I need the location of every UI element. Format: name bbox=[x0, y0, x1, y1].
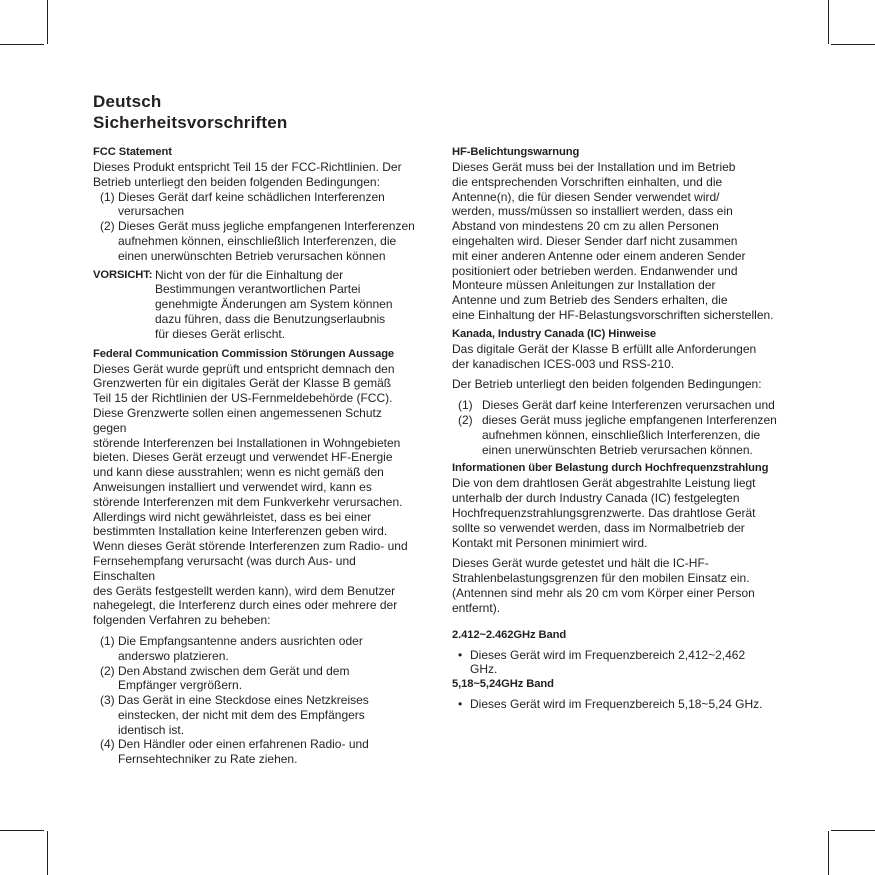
list-number: (2) bbox=[100, 219, 115, 234]
list-number: (2) bbox=[458, 412, 473, 427]
list-number: (1) bbox=[100, 189, 115, 204]
list-number: (3) bbox=[100, 693, 115, 708]
ic-operation-text: Der Betrieb unterliegt den beiden folgenden Bedingungen: bbox=[452, 377, 762, 392]
crop-mark-left-bottom bbox=[0, 830, 44, 831]
remedy-item bbox=[100, 664, 418, 694]
interference-statement-text: Dieses Gerät wurde geprüft und entspricht demnach den Grenzwerten für ein digitales Gerät der Klasse B gemäß Teil 15 der Richtlinien der US-Fernmeldebehörde (FCC). Diese Grenzwerte sollen einen angemessenen Schutz gegen störende Interferenzen bei Installationen in Wohngebieten bieten. Dieses Gerät erzeugt und verwendet HF-Energie und kann diese ausstrahlen; wenn es nicht gemäß den Anweisungen installiert und verwendet wird, kann es störende Interferenzen mit dem Funkverkehr verursachen. Allerdings wird nicht gewährleistet, dass es bei einer bestimmten Installation keine Interferenzen geben wird. Wenn dieses Gerät störende Interferenzen zum Radio- und Fernsehempfang verursacht (was durch Aus- und Einschalten des Geräts festgestellt werden kann), wird dem Benutzer nahegelegt, die Interferenz durch eines oder mehrere der folgenden Verfahren zu beheben: bbox=[93, 361, 408, 628]
remedy-item bbox=[100, 693, 418, 737]
left-column bbox=[93, 145, 418, 767]
rf-exposure-text: Die von dem drahtlosen Gerät abgestrahlte Leistung liegt unterhalb der durch Industry Canada (IC) festgelegten Hochfrequenzstrahlungsgrenzwerte. Das drahtlose Gerät sollte so verwendet werden, dass im Normalbetrieb der Kontakt mit Personen minimiert wird. bbox=[452, 476, 756, 550]
bullet-icon: • bbox=[458, 647, 463, 662]
list-item bbox=[458, 648, 782, 678]
list-item bbox=[458, 697, 782, 712]
remedies-list bbox=[100, 634, 418, 767]
interference-statement-heading: Federal Communication Commission Störungen Aussage bbox=[93, 347, 395, 360]
fcc-condition-item bbox=[100, 190, 418, 220]
list-text: Die Empfangsantenne anders ausrichten oder anderswo platzieren. bbox=[118, 633, 363, 663]
page-title-language: Deutsch bbox=[93, 92, 162, 111]
fcc-statement-heading: FCC Statement bbox=[93, 146, 172, 158]
fcc-conditions-list bbox=[100, 190, 418, 264]
list-text: Das Gerät in eine Steckdose eines Netzkreises einstecken, der nicht mit dem des Empfängers identisch ist. bbox=[118, 693, 369, 737]
list-text: Dieses Gerät darf keine schädlichen Interferenzen verursachen bbox=[118, 189, 385, 219]
rf-exposure-heading: Informationen über Belastung durch Hochfrequenzstrahlung bbox=[452, 462, 769, 475]
list-number: (1) bbox=[458, 398, 473, 413]
list-number: (4) bbox=[100, 737, 115, 752]
rf-exposure-text-mobile: Dieses Gerät wurde getestet und hält die IC-HF- Strahlenbelastungsgrenzen für den mobilen Einsatz ein. (Antennen sind mehr als 20 cm vom Körper einer Person entfernt). bbox=[452, 556, 755, 615]
crop-mark-right-top bbox=[831, 44, 875, 45]
ic-notice-heading: Kanada, Industry Canada (IC) Hinweise bbox=[452, 327, 656, 340]
list-text: dieses Gerät muss jegliche empfangenen Interferenzen aufnehmen können, einschließlich Interferenzen, die einen unerwünschten Betrieb verursachen können. bbox=[482, 412, 777, 457]
caution-label: VORSICHT: bbox=[93, 268, 153, 281]
ic-notice-text: Das digitale Gerät der Klasse B erfüllt alle Anforderungen der kanadischen ICES-003 und RSS-210. bbox=[452, 341, 757, 371]
list-text: Den Abstand zwischen dem Gerät und dem Empfänger vergrößern. bbox=[118, 663, 350, 693]
crop-mark-top-right bbox=[828, 0, 829, 44]
crop-mark-top-left bbox=[47, 0, 48, 44]
ic-condition-item bbox=[458, 398, 782, 413]
caution-text: Nicht von der für die Einhaltung der Bestimmungen verantwortlichen Partei genehmigte Änderungen am System können dazu führen, dass die Benutzungserlaubnis für dieses Gerät erlischt. bbox=[155, 267, 393, 341]
list-text: Dieses Gerät wird im Frequenzbereich 5,18~5,24 GHz. bbox=[470, 697, 763, 712]
right-column bbox=[452, 145, 782, 712]
rf-warning-text: Dieses Gerät muss bei der Installation und im Betrieb die entsprechenden Vorschriften einhalten, und die Antenne(n), die für diesen Sender verwendet wird/ werden, muss/müssen so installiert werden, dass ein Abstand von mindestens 20 cm zu allen Personen eingehalten wird. Dieser Sender darf nicht zusammen mit einer anderen Antenne oder einem anderen Sender positioniert oder betrieben werden. Endanwender und Monteure müssen Anleitungen zur Installation der Antenne und zum Betrieb des Senders erhalten, die eine Einhaltung der HF-Belastungsvorschriften sicherstellen. bbox=[452, 160, 774, 322]
fcc-condition-item bbox=[100, 219, 418, 263]
crop-mark-bottom-right bbox=[828, 831, 829, 875]
band-2-4ghz-heading: 2.412~2.462GHz Band bbox=[452, 628, 567, 641]
page-title bbox=[93, 91, 288, 133]
list-text: Dieses Gerät wird im Frequenzbereich 2,412~2,462 GHz. bbox=[470, 647, 746, 677]
list-text: Den Händler oder einen erfahrenen Radio- und Fernsehtechniker zu Rate ziehen. bbox=[118, 737, 369, 767]
crop-mark-left-top bbox=[0, 44, 44, 45]
list-text: Dieses Gerät darf keine Interferenzen verursachen und bbox=[482, 398, 775, 413]
caution-block bbox=[93, 268, 418, 342]
list-number: (1) bbox=[100, 633, 115, 648]
ic-condition-item bbox=[458, 413, 782, 457]
crop-mark-bottom-left bbox=[47, 831, 48, 875]
fcc-statement-intro: Dieses Produkt entspricht Teil 15 der FCC-Richtlinien. Der Betrieb unterliegt den beiden folgenden Bedingungen: bbox=[93, 160, 402, 189]
remedy-item bbox=[100, 737, 418, 767]
list-text: Dieses Gerät muss jegliche empfangenen Interferenzen aufnehmen können, einschließlich Interferenzen, die einen unerwünschten Betrieb verursachen können bbox=[118, 219, 415, 263]
bullet-icon: • bbox=[458, 697, 463, 712]
crop-mark-right-bottom bbox=[831, 830, 875, 831]
band-2-4ghz-list bbox=[458, 648, 782, 678]
rf-warning-heading: HF-Belichtungswarnung bbox=[452, 146, 580, 158]
page-title-heading: Sicherheitsvorschriften bbox=[93, 113, 288, 132]
band-5ghz-heading: 5,18~5,24GHz Band bbox=[452, 678, 554, 691]
remedy-item bbox=[100, 634, 418, 664]
band-5ghz-list bbox=[458, 697, 782, 712]
ic-conditions-list bbox=[458, 398, 782, 457]
list-number: (2) bbox=[100, 663, 115, 678]
